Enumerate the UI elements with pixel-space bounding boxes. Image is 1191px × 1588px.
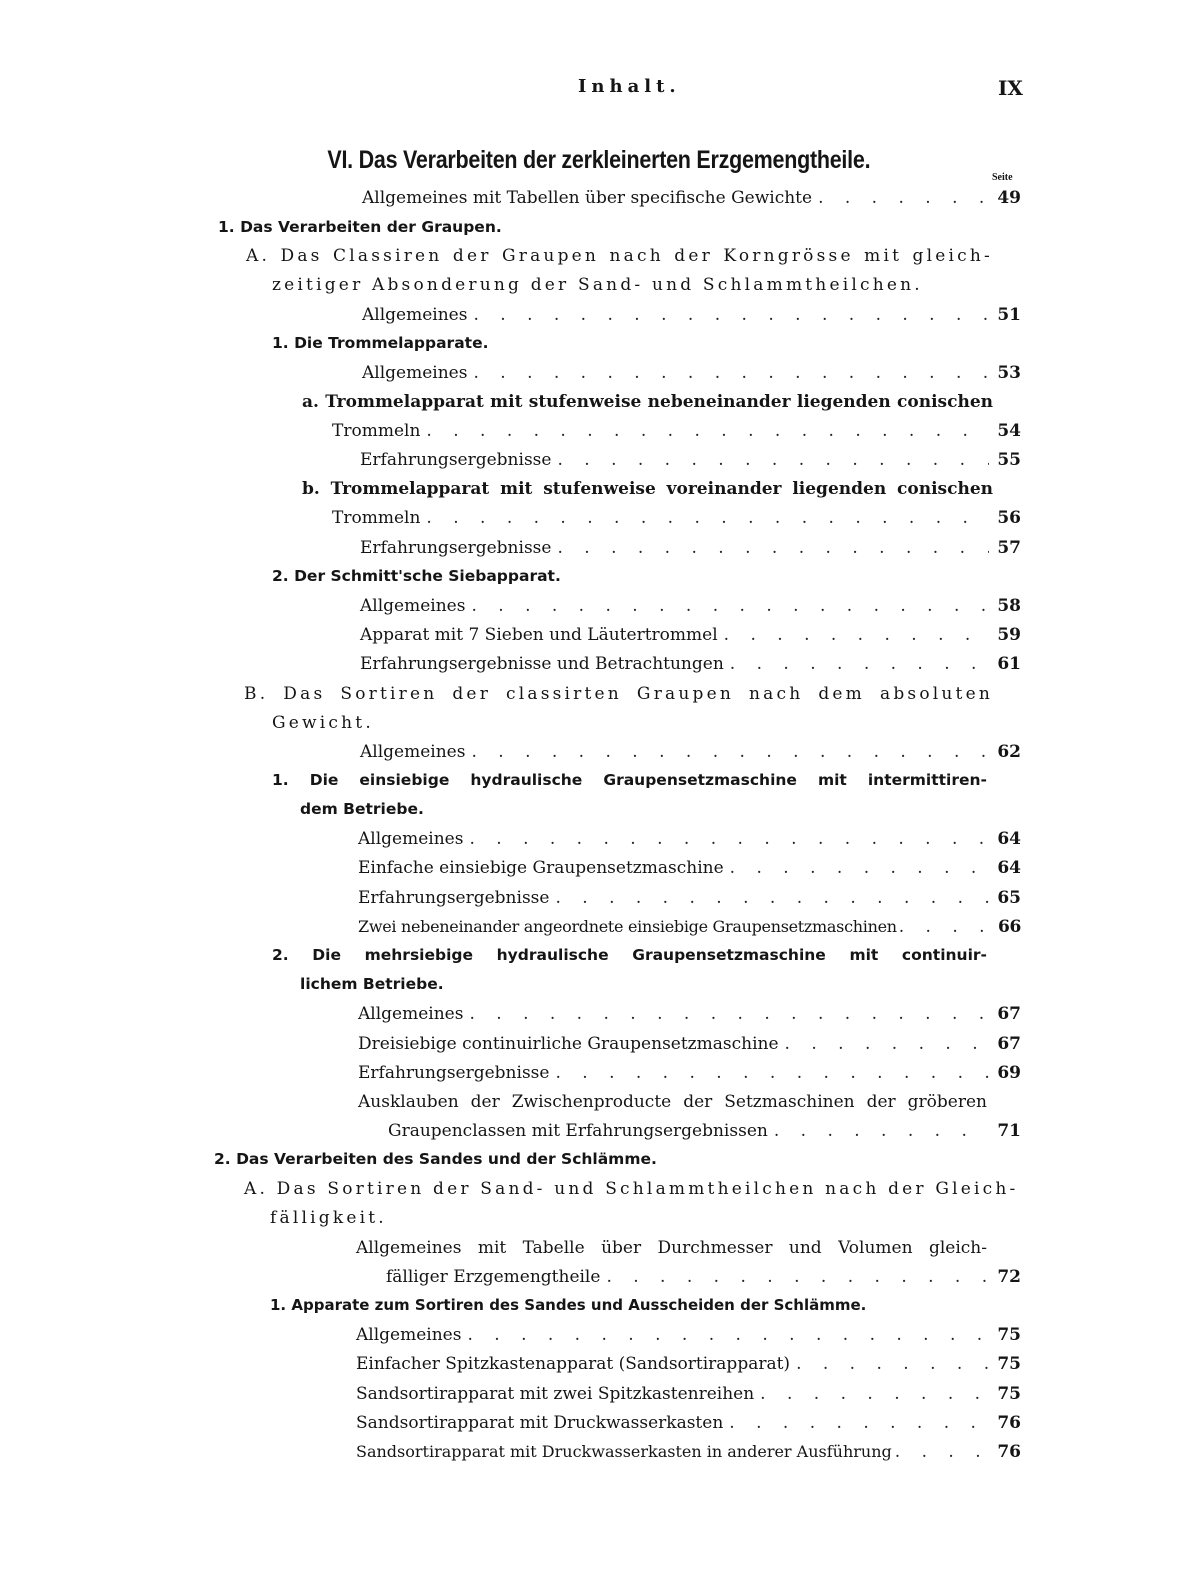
- leader-dots: [730, 654, 989, 674]
- toc-entry-page: 76: [997, 1442, 1021, 1462]
- subsection-heading-text: B. Das Sortiren der classirten Graupen nach dem absoluten: [244, 684, 993, 704]
- toc-entry-page: 72: [997, 1267, 1021, 1287]
- leader-dots: [467, 1325, 989, 1345]
- toc-entry-page: 76: [997, 1413, 1021, 1433]
- subsection-heading-text: Gewicht.: [272, 713, 374, 733]
- toc-entry: [362, 188, 1021, 218]
- toc-entry-page: 66: [997, 917, 1021, 937]
- leader-dots: [473, 305, 989, 325]
- leader-dots: [729, 1413, 989, 1433]
- leader-dots: [471, 596, 989, 616]
- subsection-heading: [244, 684, 993, 714]
- group-heading: [272, 771, 987, 801]
- leader-dots: [606, 1267, 989, 1287]
- group-heading: [272, 946, 987, 976]
- subsection-heading-text: A. Das Classiren der Graupen nach der Korngrösse mit gleich-: [246, 246, 993, 266]
- leader-dots: [796, 1354, 989, 1374]
- leader-dots: [895, 1442, 992, 1462]
- page-numeral: IX: [998, 76, 1023, 100]
- toc-entry: [358, 1063, 1021, 1093]
- toc-entry-text: Allgemeines: [358, 829, 464, 849]
- leader-dots: [469, 829, 989, 849]
- subsection-heading: [246, 246, 993, 276]
- toc-entry-page: 55: [997, 450, 1021, 470]
- toc-item-heading: [302, 392, 993, 422]
- toc-entry: [332, 421, 1021, 451]
- toc-entry-text: Erfahrungsergebnisse: [358, 1063, 550, 1083]
- toc-entry-text: Allgemeines mit Tabellen über specifische Gewichte: [362, 188, 813, 208]
- leader-dots: [730, 858, 989, 878]
- section-heading-text: 1. Das Verarbeiten der Graupen.: [218, 218, 502, 236]
- section-heading-text: 2. Das Verarbeiten des Sandes und der Schlämme.: [214, 1150, 657, 1168]
- toc-entry-page: 54: [997, 421, 1021, 441]
- leader-dots: [555, 1063, 989, 1083]
- toc-entry-text: Sandsortirapparat mit zwei Spitzkastenreihen: [356, 1384, 755, 1404]
- toc-entry-text: Sandsortirapparat mit Druckwasserkasten in anderer Ausführung: [356, 1442, 892, 1461]
- leader-dots: [426, 508, 989, 528]
- toc-entry: [360, 596, 1021, 626]
- subsection-heading-text: fälligkeit.: [270, 1208, 387, 1228]
- toc-entry-text: Einfache einsiebige Graupensetzmaschine: [358, 858, 724, 878]
- subsection-heading-cont: [272, 713, 374, 743]
- leader-dots: [557, 450, 989, 470]
- toc-entry: [356, 1413, 1021, 1443]
- toc-entry-page: 75: [997, 1354, 1021, 1374]
- toc-entry: [358, 917, 1021, 947]
- toc-entry-page: 67: [997, 1004, 1021, 1024]
- leader-dots: [785, 1034, 989, 1054]
- toc-entry-page: 75: [997, 1384, 1021, 1404]
- toc-item-heading: [358, 1092, 987, 1122]
- leader-dots: [469, 1004, 989, 1024]
- toc-entry-page: 49: [997, 188, 1021, 208]
- subsection-heading-text: A. Das Sortiren der Sand- und Schlammtheilchen nach der Gleich-: [244, 1179, 1019, 1199]
- toc-entry-text: Zwei nebeneinander angeordnete einsiebige Graupensetzmaschinen: [358, 917, 897, 936]
- leader-dots: [557, 538, 989, 558]
- toc-entry: [360, 450, 1021, 480]
- toc-entry-page: 51: [997, 305, 1021, 325]
- toc-entry: [356, 1325, 1021, 1355]
- subsection-heading-text: zeitiger Absonderung der Sand- und Schlammtheilchen.: [272, 275, 923, 295]
- toc-item-heading-text: Allgemeines mit Tabelle über Durchmesser und Volumen gleich-: [356, 1238, 987, 1258]
- toc-entry: [360, 538, 1021, 568]
- toc-entry-page: 58: [997, 596, 1021, 616]
- toc-entry-page: 61: [997, 654, 1021, 674]
- toc-entry-page: 59: [997, 625, 1021, 645]
- group-heading-text: 1. Die einsiebige hydraulische Graupensetzmaschine mit intermittiren-: [272, 771, 987, 789]
- toc-entry-text: Erfahrungsergebnisse: [360, 450, 552, 470]
- leader-dots: [818, 188, 989, 208]
- toc-entry-text: Graupenclassen mit Erfahrungsergebnissen: [388, 1121, 768, 1141]
- toc-entry-page: 67: [997, 1034, 1021, 1054]
- toc-entry-text: Allgemeines: [360, 596, 466, 616]
- toc-entry: [358, 1004, 1021, 1034]
- group-heading-cont: [300, 975, 444, 1005]
- group-heading-text: 1. Apparate zum Sortiren des Sandes und Ausscheiden der Schlämme.: [270, 1296, 867, 1314]
- toc-entry: [358, 829, 1021, 859]
- group-heading-text: 2. Die mehrsiebige hydraulische Graupensetzmaschine mit continuir-: [272, 946, 987, 964]
- leader-dots: [774, 1121, 989, 1141]
- toc-entry-text: Allgemeines: [358, 1004, 464, 1024]
- toc-entry-page: 75: [997, 1325, 1021, 1345]
- toc-entry-text: Trommeln: [332, 421, 421, 441]
- toc-entry-text: Allgemeines: [362, 363, 468, 383]
- toc-entry: [356, 1442, 1021, 1472]
- leader-dots: [473, 363, 989, 383]
- toc-entry: [360, 625, 1021, 655]
- toc-item-heading-text: a. Trommelapparat mit stufenweise nebeneinander liegenden conischen: [302, 392, 993, 412]
- toc-entry: [388, 1121, 1021, 1151]
- toc-entry-text: Erfahrungsergebnisse: [358, 888, 550, 908]
- group-heading-text: 1. Die Trommelapparate.: [272, 334, 489, 352]
- toc-entry-text: Dreisiebige continuirliche Graupensetzmaschine: [358, 1034, 779, 1054]
- group-heading: [272, 567, 561, 597]
- toc-entry-page: 71: [997, 1121, 1021, 1141]
- toc-entry: [356, 1384, 1021, 1414]
- leader-dots: [426, 421, 989, 441]
- group-heading-text: lichem Betriebe.: [300, 975, 444, 993]
- toc-entry-page: 56: [997, 508, 1021, 528]
- toc-item-heading: [356, 1238, 987, 1268]
- toc-entry: [358, 888, 1021, 918]
- toc-item-heading-text: b. Trommelapparat mit stufenweise voreinander liegenden conischen: [302, 479, 993, 499]
- toc-item-heading-text: Ausklauben der Zwischenproducte der Setzmaschinen der gröberen: [358, 1092, 987, 1112]
- seite-label: Seite: [992, 172, 1013, 183]
- section-heading: [214, 1150, 657, 1180]
- toc-entry-text: Sandsortirapparat mit Druckwasserkasten: [356, 1413, 724, 1433]
- chapter-title: VI. Das Verarbeiten der zerkleinerten Erzgemengtheile.: [327, 146, 871, 174]
- toc-entry-text: Einfacher Spitzkastenapparat (Sandsortirapparat): [356, 1354, 791, 1374]
- toc-entry-text: Allgemeines: [356, 1325, 462, 1345]
- toc-entry: [360, 654, 1021, 684]
- leader-dots: [555, 888, 989, 908]
- leader-dots: [471, 742, 989, 762]
- toc-entry-text: Erfahrungsergebnisse und Betrachtungen: [360, 654, 724, 674]
- toc-entry: [332, 508, 1021, 538]
- subsection-heading: [244, 1179, 1019, 1209]
- toc-entry-page: 65: [997, 888, 1021, 908]
- subsection-heading-cont: [272, 275, 923, 305]
- page-header: [0, 76, 1191, 106]
- toc-entry: [358, 1034, 1021, 1064]
- group-heading: [270, 1296, 866, 1326]
- toc-entry-page: 53: [997, 363, 1021, 383]
- toc-entry-text: fälliger Erzgemengtheile: [386, 1267, 601, 1287]
- toc-item-heading: [302, 479, 993, 509]
- toc-entry-page: 57: [997, 538, 1021, 558]
- group-heading-cont: [300, 800, 424, 830]
- section-heading: [218, 218, 502, 248]
- toc-entry-page: 69: [997, 1063, 1021, 1083]
- group-heading-text: dem Betriebe.: [300, 800, 424, 818]
- leader-dots: [724, 625, 989, 645]
- toc-entry-page: 64: [997, 829, 1021, 849]
- leader-dots: [899, 917, 993, 937]
- toc-entry: [360, 742, 1021, 772]
- toc-entry-text: Apparat mit 7 Sieben und Läutertrommel: [360, 625, 718, 645]
- subsection-heading-cont: [270, 1208, 387, 1238]
- toc-entry: [356, 1354, 1021, 1384]
- toc-entry-page: 64: [997, 858, 1021, 878]
- toc-entry: [358, 858, 1021, 888]
- toc-entry-text: Allgemeines: [360, 742, 466, 762]
- group-heading-text: 2. Der Schmitt'sche Siebapparat.: [272, 567, 561, 585]
- group-heading: [272, 334, 488, 364]
- running-title: Inhalt.: [578, 76, 681, 97]
- toc-entry-text: Allgemeines: [362, 305, 468, 325]
- toc-entry-text: Erfahrungsergebnisse: [360, 538, 552, 558]
- toc-entry: [362, 305, 1021, 335]
- toc-entry: [386, 1267, 1021, 1297]
- leader-dots: [760, 1384, 989, 1404]
- toc-entry-text: Trommeln: [332, 508, 421, 528]
- toc-entry-page: 62: [997, 742, 1021, 762]
- toc-entry: [362, 363, 1021, 393]
